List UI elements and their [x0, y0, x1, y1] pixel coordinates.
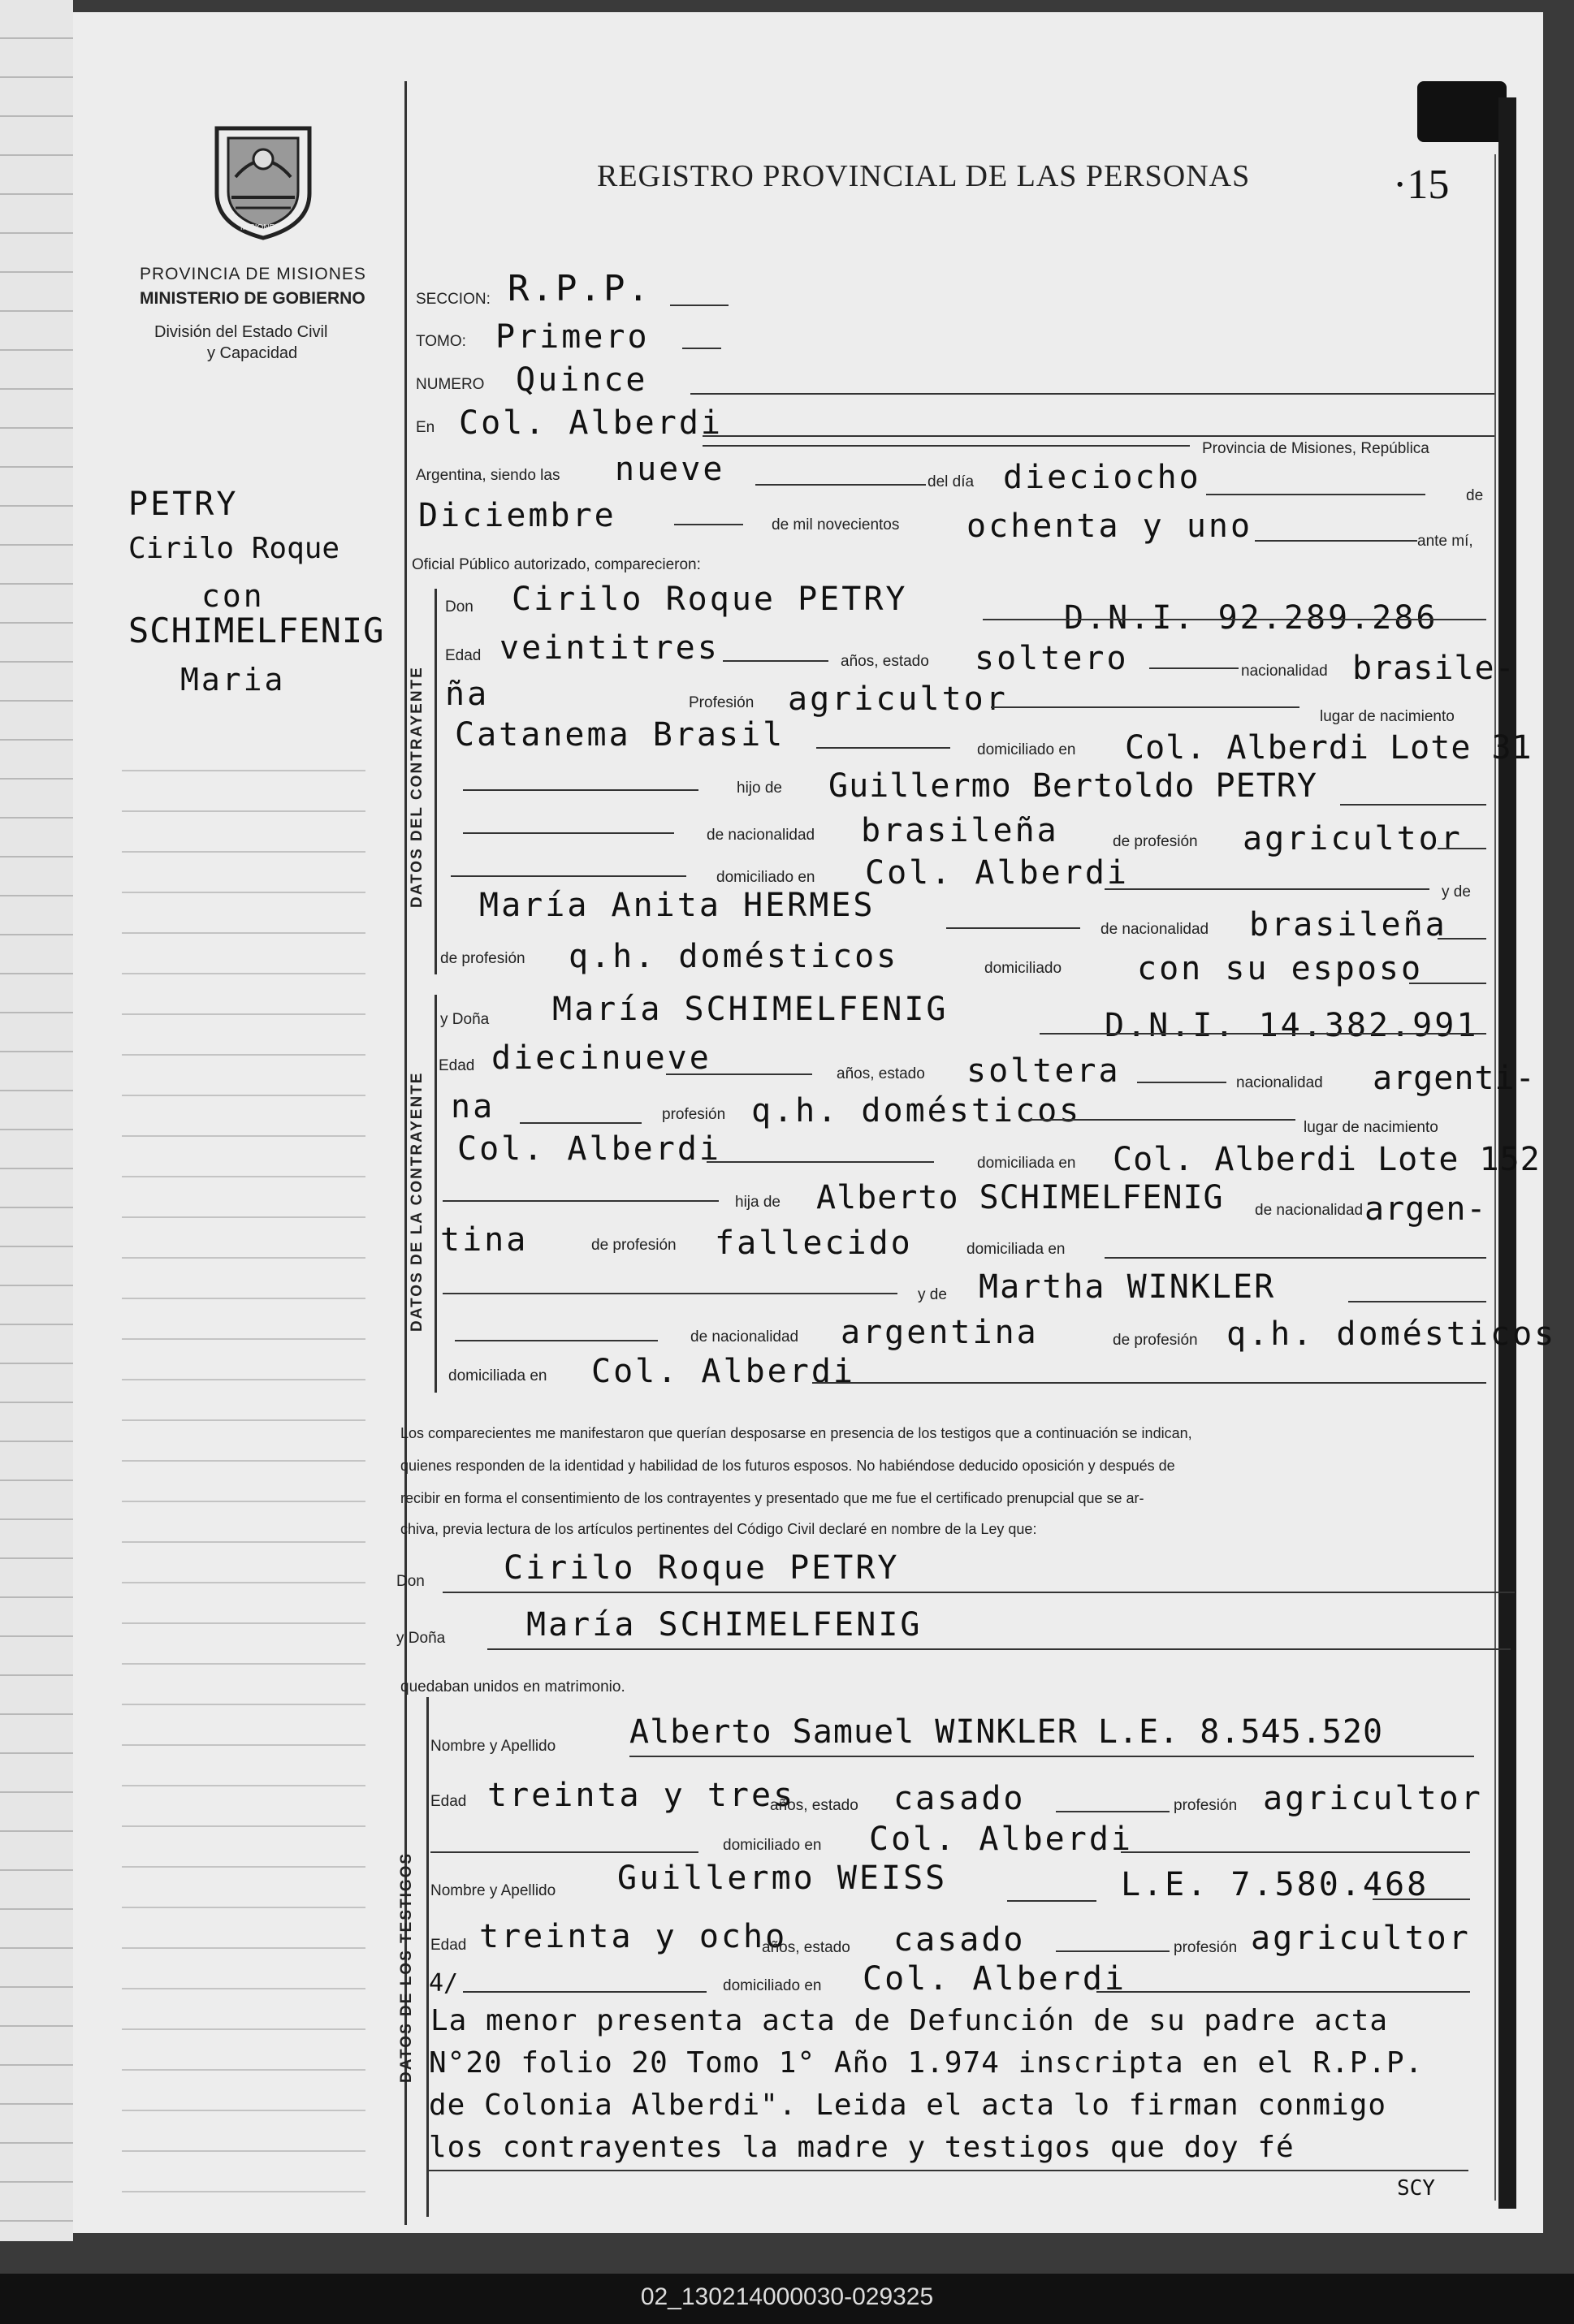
domiciliada-label: domiciliada en	[977, 1155, 1076, 1172]
padre-dom-line	[1105, 888, 1429, 890]
contrayente-edad: veintitres	[499, 629, 720, 667]
padre-nac-label: de nacionalidad	[1255, 1202, 1364, 1219]
contrayente-dni: D.N.I. 92.289.286	[1064, 599, 1438, 637]
anio-value: ochenta y uno	[966, 508, 1253, 545]
padre-nac-line	[463, 832, 674, 834]
anio-line	[1255, 540, 1417, 542]
lugar-label-2: lugar de nacimiento	[1304, 1119, 1438, 1136]
seccion-value: R.P.P.	[508, 268, 651, 309]
contrayente-nombre-line	[983, 619, 1486, 620]
madre-line-2	[1348, 1301, 1486, 1302]
profesion-line-2	[1027, 1119, 1295, 1121]
testigo-2-dom-pre-line	[463, 1991, 707, 1993]
lugar-line	[816, 747, 950, 749]
tomo-value: Primero	[495, 318, 650, 356]
testigo-1-estado-line	[1056, 1811, 1170, 1812]
testigo-1-anios-estado: años, estado	[770, 1797, 858, 1814]
madre-dom-label-2: domiciliada en	[448, 1367, 547, 1384]
profesion-label-2: profesión	[662, 1106, 726, 1123]
contrayente-nacionalidad-2: ña	[445, 676, 490, 713]
signature-mark: SCY	[1397, 2176, 1435, 2201]
hora-line	[755, 484, 926, 486]
division-line-2: y Capacidad	[207, 344, 298, 362]
ministry-name: MINISTERIO DE GOBIERNO	[140, 289, 365, 308]
testigo-2-anios-estado: años, estado	[762, 1939, 850, 1956]
testigo-2-domiciliado-label: domiciliado en	[723, 1977, 822, 1994]
contrayenta-padre-nac-2: tina	[440, 1221, 529, 1259]
testigo-1-edad: treinta y tres	[487, 1777, 796, 1814]
contrayente-madre-dom: con su esposo	[1137, 950, 1424, 987]
declaration-line-2: quienes responden de la identidad y habilidad de los futuros esposos. No habiéndose deducido oposición y después de	[400, 1458, 1175, 1474]
contrayente-madre-prof: q.h. domésticos	[569, 938, 899, 975]
contrayenta-madre-dom: Col. Alberdi	[591, 1353, 855, 1390]
declaration-dona-label: y Doña	[396, 1630, 446, 1647]
padre-dom-line-2	[1105, 1257, 1486, 1259]
domicilio-line-2	[443, 1200, 719, 1202]
tomo-label: TOMO:	[416, 333, 466, 350]
contrayenta-nacionalidad-2: na	[451, 1088, 495, 1125]
testigo-1-profesion: agricultor	[1263, 1780, 1483, 1817]
contrayenta-madre: Martha WINKLER	[979, 1268, 1276, 1306]
hora-value: nueve	[615, 451, 725, 488]
testigo-1-nombre-line	[629, 1756, 1474, 1757]
contrayente-nombre: Cirilo Roque PETRY	[512, 581, 908, 618]
nacionalidad-label-2: nacionalidad	[1236, 1074, 1323, 1091]
hija-label: hija de	[735, 1194, 781, 1211]
madre-nac-label-2: de nacionalidad	[690, 1328, 799, 1346]
page-number: ·15	[1393, 162, 1450, 208]
madre-dom-label: domiciliado	[984, 960, 1062, 977]
seccion-line	[670, 305, 729, 306]
edad-line-2	[666, 1073, 812, 1075]
domicilio-line	[463, 789, 698, 791]
de-nac-label: de nacionalidad	[707, 827, 815, 844]
anios-estado-label-2: años, estado	[837, 1065, 925, 1082]
contrayente-madre-nac: brasileña	[1249, 906, 1447, 944]
contrayenta-padre-prof: fallecido	[715, 1225, 913, 1262]
facing-page	[0, 0, 73, 2241]
note-line-2: N°20 folio 20 Tomo 1° Año 1.974 inscripta en el R.P.P.	[429, 2046, 1424, 2080]
dia-value: dieciocho	[1003, 459, 1201, 496]
seccion-label: SECCION:	[416, 291, 491, 308]
y-de-pre-line	[443, 1293, 897, 1294]
y-de-label: y de	[1442, 883, 1471, 901]
testigo-1-domiciliado-label: domiciliado en	[723, 1837, 822, 1854]
mes-value: Diciembre	[418, 497, 616, 534]
contrayenta-estado: soltera	[966, 1052, 1121, 1090]
padre-dom-pre-line	[451, 875, 686, 877]
de-mil-text: de mil novecientos	[772, 516, 900, 533]
testigo-2-nombre-label: Nombre y Apellido	[430, 1882, 556, 1899]
declaration-don-line	[443, 1592, 1515, 1593]
madre-nac-label: de nacionalidad	[1101, 921, 1209, 938]
padre-prof-label: de profesión	[591, 1237, 677, 1254]
contrayenta-nombre-line	[1040, 1033, 1486, 1035]
contrayenta-madre-nac: argentina	[841, 1314, 1039, 1351]
contrayente-padre-dom: Col. Alberdi	[865, 854, 1129, 892]
margin-note-given-2: Maria	[180, 662, 286, 698]
lugar-line-2	[707, 1161, 934, 1163]
y-de-label-2: y de	[918, 1286, 947, 1303]
en-line	[703, 435, 1494, 437]
padre-line	[1340, 804, 1486, 806]
declaration-dona-line	[487, 1648, 1511, 1650]
seal-text: MISIONES	[240, 223, 280, 232]
madre-nac-line	[1438, 938, 1486, 940]
declaration-don: Cirilo Roque PETRY	[504, 1549, 900, 1587]
contrayenta-profesion: q.h. domésticos	[751, 1092, 1082, 1130]
declaration-line-1: Los comparecientes me manifestaron que querían desposarse en presencia de los testigos que a continuación se indican,	[400, 1425, 1192, 1441]
ante-mi-text: ante mí,	[1417, 533, 1473, 550]
numero-value: Quince	[516, 361, 648, 399]
de-text: de	[1466, 487, 1484, 504]
madre-dom-line-2	[812, 1382, 1486, 1384]
unidos-text: quedaban unidos en matrimonio.	[400, 1678, 625, 1695]
contrayenta-dni: D.N.I. 14.382.991	[1105, 1007, 1479, 1044]
province-name: PROVINCIA DE MISIONES	[140, 265, 366, 283]
nac-line-2	[520, 1122, 642, 1124]
padre-dom-label: domiciliada en	[966, 1241, 1066, 1258]
hijo-label: hijo de	[737, 780, 782, 797]
testigo-1-domicilio: Col. Alberdi	[869, 1821, 1133, 1858]
madre-prof-label-2: de profesión	[1113, 1332, 1198, 1349]
de-prof-label: de profesión	[1113, 833, 1198, 850]
testigo-1-dom-pre-line	[430, 1851, 698, 1853]
registry-title: REGISTRO PROVINCIAL DE LAS PERSONAS	[597, 159, 1251, 193]
footer-id: 02_130214000030-029325	[640, 2283, 934, 2310]
testigo-2-nombre: Guillermo WEISS	[617, 1860, 948, 1897]
dia-line	[1206, 494, 1425, 495]
provincia-text: Provincia de Misiones, República	[1202, 440, 1429, 457]
nacionalidad-label: nacionalidad	[1241, 663, 1328, 680]
numero-line	[690, 393, 1494, 395]
contrayenta-edad: diecinueve	[491, 1039, 711, 1077]
contrayente-lugar: Catanema Brasil	[455, 716, 785, 754]
contrayente-domicilio: Col. Alberdi Lote 31	[1125, 729, 1533, 767]
testigos-section-label: DATOS DE LOS TESTIGOS	[398, 1851, 415, 2083]
don-label: Don	[445, 598, 473, 616]
testigo-1-nombre-label: Nombre y Apellido	[430, 1738, 556, 1755]
argentina-text: Argentina, siendo las	[416, 467, 560, 484]
note-mark: 4/	[429, 1969, 459, 1998]
note-underline	[429, 2170, 1468, 2171]
estado-line	[1149, 667, 1239, 669]
profesion-label: Profesión	[689, 694, 755, 711]
contrayenta-nacionalidad-1: argenti-	[1373, 1060, 1536, 1097]
contrayente-section-label: DATOS DEL CONTRAYENTE	[409, 666, 426, 908]
testigo-2-estado: casado	[893, 1921, 1026, 1959]
contrayente-padre: Guillermo Bertoldo PETRY	[828, 767, 1317, 805]
testigo-2-le: L.E. 7.580.468	[1121, 1866, 1429, 1903]
testigo-2-nombre-line	[1007, 1900, 1096, 1902]
tomo-line	[682, 348, 721, 349]
contrayente-padre-prof: agricultor	[1243, 820, 1463, 857]
testigo-2-domicilio-line	[1096, 1991, 1470, 1993]
mes-line	[674, 524, 743, 525]
edad-label-2: Edad	[439, 1057, 475, 1074]
edad-label: Edad	[445, 647, 482, 664]
black-tab	[1417, 81, 1507, 142]
bracket-contrayenta	[435, 995, 437, 1393]
testigo-2-le-line	[1373, 1899, 1470, 1900]
contrayente-padre-nac: brasileña	[861, 812, 1059, 849]
en-value: Col. Alberdi	[459, 404, 723, 442]
anios-estado-label: años, estado	[841, 653, 929, 670]
dom-label: domiciliado en	[716, 869, 815, 886]
note-line-1: La menor presenta acta de Defunción de su padre acta	[430, 2004, 1389, 2037]
testigo-2-edad-label: Edad	[430, 1937, 467, 1954]
profesion-line	[991, 706, 1299, 708]
contrayente-madre: María Anita HERMES	[479, 887, 876, 924]
note-line-3: de Colonia Alberdi". Leida el acta lo firman conmigo	[429, 2089, 1387, 2122]
bracket-contrayente	[435, 589, 437, 974]
contrayente-nacionalidad-1: brasile-	[1352, 650, 1516, 687]
madre-nac-pre-line	[455, 1340, 658, 1341]
division-line-1: División del Estado Civil	[154, 323, 328, 341]
margin-note-surname: PETRY	[128, 486, 239, 523]
numero-label: NUMERO	[416, 376, 485, 393]
note-line-4: los contrayentes la madre y testigos que doy fé	[429, 2131, 1295, 2164]
testigo-1-estado: casado	[893, 1780, 1026, 1817]
domiciliado-label: domiciliado en	[977, 741, 1076, 758]
madre-dom-line	[1409, 983, 1486, 984]
testigo-1-edad-label: Edad	[430, 1793, 467, 1810]
contrayenta-madre-prof: q.h. domésticos	[1226, 1315, 1557, 1353]
estado-line-2	[1137, 1082, 1226, 1083]
testigo-1-nombre: Alberto Samuel WINKLER L.E. 8.545.520	[629, 1713, 1384, 1751]
contrayenta-nombre: María SCHIMELFENIG	[552, 991, 949, 1028]
edad-line	[723, 660, 828, 662]
margin-note-con: con	[201, 578, 265, 614]
declaration-line-3: recibir en forma el consentimiento de los contrayentes y presentado que me fue el certificado prenupcial que se ar-	[400, 1490, 1144, 1506]
contrayenta-lugar: Col. Alberdi	[457, 1130, 721, 1168]
declaration-don-label: Don	[396, 1573, 425, 1590]
oficial-text: Oficial Público autorizado, comparecieron:	[412, 556, 701, 573]
testigo-2-estado-line	[1056, 1950, 1170, 1952]
contrayenta-domicilio: Col. Alberdi Lote 152	[1113, 1141, 1541, 1178]
contrayente-profesion: agricultor	[788, 680, 1008, 718]
testigo-2-domicilio: Col. Alberdi	[863, 1960, 1126, 1998]
provincial-seal-icon	[207, 120, 319, 240]
provincia-line	[703, 445, 1190, 447]
testigo-1-domicilio-line	[1121, 1851, 1470, 1853]
dona-label: y Doña	[440, 1011, 490, 1028]
padre-prof-line	[1438, 848, 1486, 849]
contrayenta-padre: Alberto SCHIMELFENIG	[816, 1179, 1224, 1216]
margin-ruled-lines	[122, 731, 365, 2192]
margin-note-given: Cirilo Roque	[128, 532, 340, 565]
testigo-2-profesion: agricultor	[1251, 1920, 1471, 1957]
contrayente-estado: soltero	[975, 640, 1129, 677]
contrayenta-padre-nac-1: argen-	[1364, 1190, 1487, 1228]
declaration-line-4: chiva, previa lectura de los artículos pertinentes del Código Civil declaré en nombre de la Ley que:	[400, 1521, 1037, 1537]
madre-prof-label: de profesión	[440, 950, 525, 967]
testigo-2-edad: treinta y ocho	[479, 1918, 788, 1955]
declaration-dona: María SCHIMELFENIG	[526, 1606, 923, 1644]
madre-line	[946, 927, 1080, 929]
margin-note-surname-2: SCHIMELFENIG	[128, 611, 385, 650]
lugar-label: lugar de nacimiento	[1320, 708, 1455, 725]
contrayenta-section-label: DATOS DE LA CONTRAYENTE	[409, 1071, 426, 1332]
testigo-1-profesion-label: profesión	[1174, 1797, 1238, 1814]
del-dia-text: del día	[928, 473, 975, 490]
en-label: En	[416, 419, 435, 436]
testigo-2-profesion-label: profesión	[1174, 1939, 1238, 1956]
